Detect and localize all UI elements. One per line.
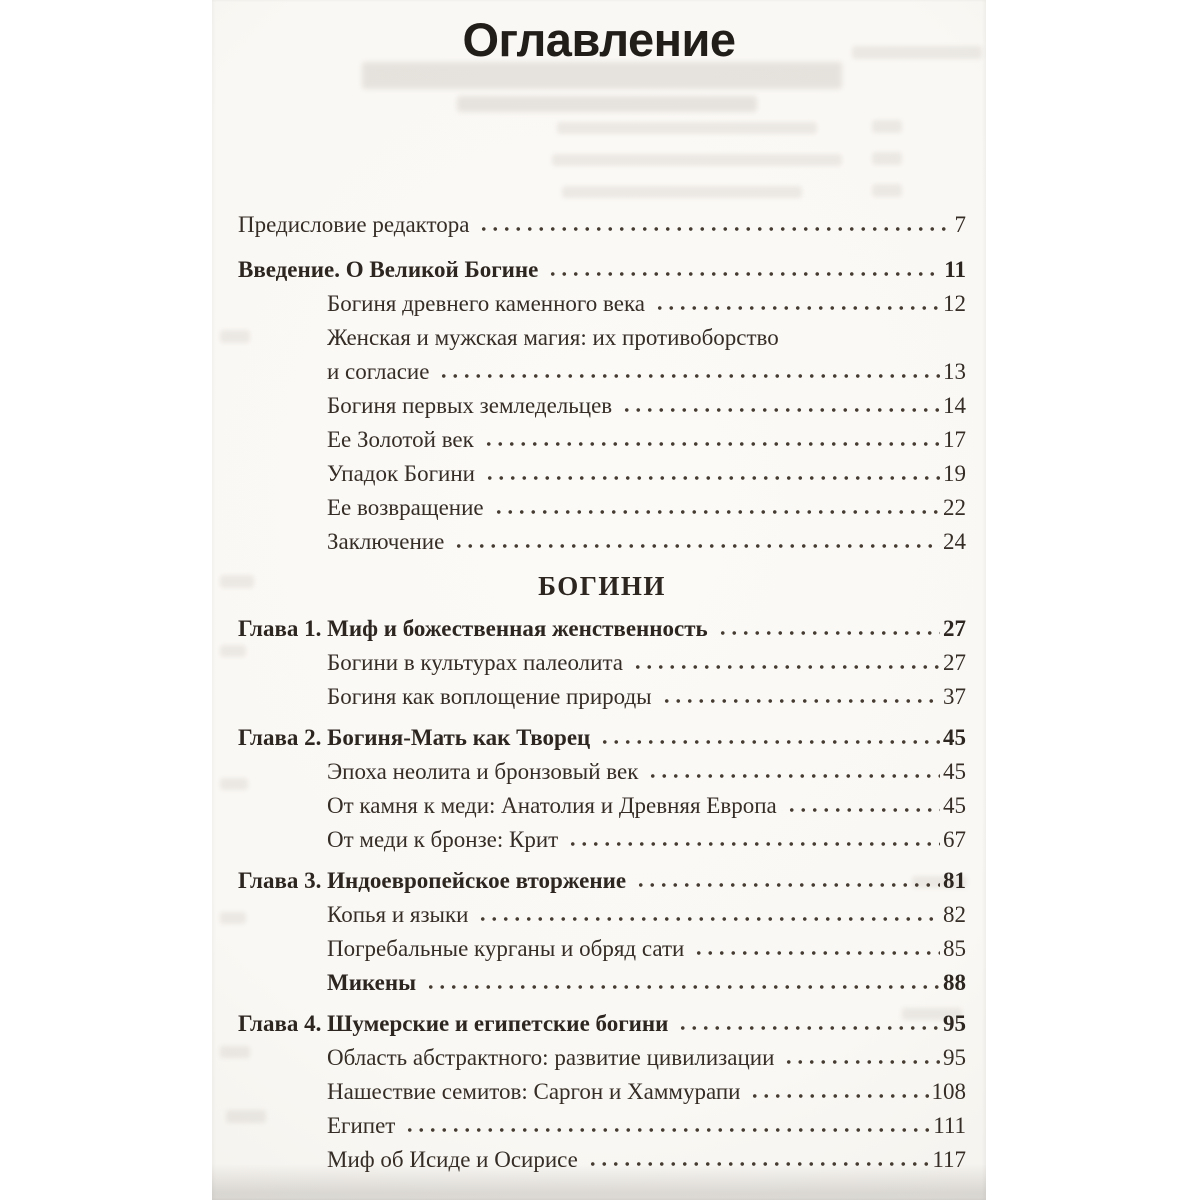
- toc-entry-label: Глава 2. Богиня-Мать как Творец: [238, 725, 591, 750]
- toc-entry: [238, 725, 966, 750]
- toc-entry-dot-leader: [451, 542, 940, 550]
- toc-entry-dot-leader: [585, 1160, 930, 1168]
- toc-entry: [238, 616, 966, 641]
- toc-entry-dot-leader: [747, 1092, 928, 1100]
- toc-entry-label: Египет: [327, 1113, 396, 1138]
- toc-entry-dot-leader: [781, 1058, 940, 1066]
- book-page: [212, 0, 986, 1200]
- toc-entry-page-number: 108: [931, 1079, 966, 1104]
- toc-entry-label: Богини в культурах палеолита: [327, 650, 623, 675]
- toc-entry: [238, 902, 966, 927]
- toc-entry: [238, 970, 966, 995]
- toc-entry-dot-leader: [436, 372, 940, 380]
- toc-entry-dot-leader: [675, 1024, 940, 1032]
- toc-entry: [238, 291, 966, 316]
- toc-entry-dot-leader: [402, 1126, 930, 1134]
- toc-entry-page-number: 37: [943, 684, 966, 709]
- toc-entry-dot-leader: [481, 440, 940, 448]
- toc-entry: [238, 793, 966, 818]
- toc-entry-label: Глава 4. Шумерские и египетские богини: [238, 1011, 669, 1036]
- toc-entry-page-number: 45: [943, 759, 966, 784]
- toc-entry-page-number: 13: [943, 359, 966, 384]
- toc-entry-page-number: 95: [943, 1045, 966, 1070]
- toc-entry-label: Богиня первых земледельцев: [327, 393, 613, 418]
- toc-entry-label: Ее возвращение: [327, 495, 484, 520]
- toc-entry-label: Погребальные курганы и обряд сати: [327, 936, 685, 961]
- toc-entry-dot-leader: [630, 663, 940, 671]
- toc-entry-label: Богиня как воплощение природы: [327, 684, 652, 709]
- toc-entry-label: Упадок Богини: [327, 461, 475, 486]
- toc-entry-page-number: 27: [943, 616, 966, 641]
- toc-entry-label: Область абстрактного: развитие цивилизации: [327, 1045, 775, 1070]
- toc-entry-dot-leader: [545, 270, 941, 278]
- toc-entry-dot-leader: [652, 304, 940, 312]
- toc-entry-label: Нашествие семитов: Саргон и Хаммурапи: [327, 1079, 741, 1104]
- toc-entry-page-number: 14: [943, 393, 966, 418]
- toc-entry: [238, 1113, 966, 1138]
- toc-entry-label: и согласие: [327, 359, 430, 384]
- toc-entry-label: От камня к меди: Анатолия и Древняя Европа: [327, 793, 777, 818]
- toc-entry-label: Микены: [327, 970, 417, 995]
- toc-entry-label: Глава 1. Миф и божественная женственность: [238, 616, 708, 641]
- toc-entry-page-number: 95: [943, 1011, 966, 1036]
- toc-entry: [238, 427, 966, 452]
- toc-entry: [238, 495, 966, 520]
- toc-entry: [238, 393, 966, 418]
- toc-entry: [238, 461, 966, 486]
- toc-entry-label: Заключение: [327, 529, 445, 554]
- toc-entry-dot-leader: [659, 697, 940, 705]
- toc-entry-page-number: 19: [943, 461, 966, 486]
- toc-entry-page-number: 111: [933, 1113, 966, 1138]
- toc-entry-page-number: 45: [943, 793, 966, 818]
- toc-entry-label: Женская и мужская магия: их противоборство: [327, 325, 779, 350]
- toc-entry-dot-leader: [423, 983, 940, 991]
- toc-entry-label: Глава 3. Индоевропейское вторжение: [238, 868, 627, 893]
- toc-entry-label: Введение. О Великой Богине: [238, 257, 539, 282]
- toc-entry: [238, 212, 966, 237]
- toc-entry-dot-leader: [633, 881, 940, 889]
- toc-entry-page-number: 88: [943, 970, 966, 995]
- toc-entry: [238, 1045, 966, 1070]
- toc-entry-page-number: 67: [943, 827, 966, 852]
- toc-entry-dot-leader: [475, 915, 940, 923]
- toc-entry-dot-leader: [482, 474, 940, 482]
- toc-entry: [238, 1147, 966, 1172]
- toc-entry-dot-leader: [645, 772, 940, 780]
- toc-entry: [238, 650, 966, 675]
- toc-entry-page-number: 45: [943, 725, 966, 750]
- toc-entry-page-number: 22: [943, 495, 966, 520]
- toc-entry: [238, 827, 966, 852]
- page-title: Оглавление: [462, 13, 736, 66]
- toc-entry-page-number: 85: [943, 936, 966, 961]
- toc-entry: [238, 936, 966, 961]
- toc-entry-page-number: 24: [943, 529, 966, 554]
- toc-entry-label: От меди к бронзе: Крит: [327, 827, 559, 852]
- toc-section-header: БОГИНИ: [538, 571, 666, 601]
- toc-entry-page-number: 12: [943, 291, 966, 316]
- toc-entry-page-number: 82: [943, 902, 966, 927]
- toc-entry-dot-leader: [491, 508, 940, 516]
- toc-entry-dot-leader: [715, 629, 940, 637]
- toc-entry-page-number: 81: [943, 868, 966, 893]
- toc-entry-page-number: 117: [932, 1147, 966, 1172]
- toc-entry-label: Ее Золотой век: [327, 427, 474, 452]
- toc-entry: [238, 1011, 966, 1036]
- toc-entry-label: Богиня древнего каменного века: [327, 291, 645, 316]
- toc-entry-dot-leader: [597, 738, 940, 746]
- toc-entry-dot-leader: [784, 806, 940, 814]
- toc-entry-dot-leader: [476, 225, 951, 233]
- toc-entry: [238, 359, 966, 384]
- toc-entry: [238, 1079, 966, 1104]
- toc-entry-label: Миф об Исиде и Осирисе: [327, 1147, 578, 1172]
- toc-entry-label: Копья и языки: [327, 902, 469, 927]
- toc-entry: [238, 325, 966, 350]
- toc-entry-dot-leader: [691, 949, 940, 957]
- toc-entry-page-number: 17: [943, 427, 966, 452]
- table-of-contents: [238, 0, 966, 1172]
- toc-entry-label: Эпоха неолита и бронзовый век: [327, 759, 639, 784]
- toc-entry-label: Предисловие редактора: [238, 212, 470, 237]
- toc-entry-dot-leader: [619, 406, 940, 414]
- toc-entry-page-number: 27: [943, 650, 966, 675]
- toc-entry: [238, 257, 966, 282]
- toc-entry-page-number: 11: [944, 257, 966, 282]
- toc-entry: [238, 684, 966, 709]
- toc-entry: [238, 868, 966, 893]
- toc-entry: [238, 759, 966, 784]
- toc-entry: [238, 529, 966, 554]
- toc-entry-dot-leader: [565, 840, 940, 848]
- toc-entry-page-number: 7: [954, 212, 966, 237]
